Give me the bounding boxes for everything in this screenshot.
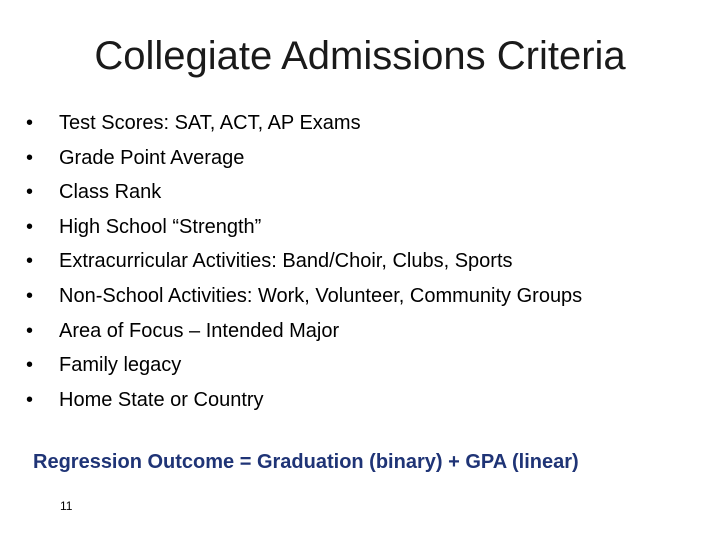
bullet-icon: • <box>26 250 34 273</box>
list-item-text: Grade Point Average <box>59 146 245 169</box>
list-item-text: Non-School Activities: Work, Volunteer, Community Groups <box>59 284 583 307</box>
list-item-text: Test Scores: SAT, ACT, AP Exams <box>59 112 361 134</box>
bullet-icon: • <box>26 388 34 411</box>
list-item-text: Family legacy <box>59 354 182 377</box>
criteria-list <box>26 106 716 417</box>
list-item-text: Class Rank <box>59 181 162 204</box>
bullet-icon: • <box>26 181 34 204</box>
list-item <box>26 141 716 176</box>
bullet-icon: • <box>26 284 34 307</box>
slide-title: Collegiate Admissions Criteria <box>94 34 626 78</box>
list-item <box>26 348 716 383</box>
bullet-icon: • <box>26 146 34 169</box>
list-item-text: Area of Focus – Intended Major <box>59 319 340 342</box>
list-item <box>26 383 716 418</box>
list-item <box>26 244 716 279</box>
list-item <box>26 106 716 141</box>
regression-outcome-text: Regression Outcome = Graduation (binary) + GPA (linear) <box>33 451 579 473</box>
list-item <box>26 279 716 314</box>
list-item-text: Extracurricular Activities: Band/Choir, Clubs, Sports <box>59 250 513 273</box>
list-item-text: High School “Strength” <box>59 215 262 238</box>
list-item <box>26 210 716 245</box>
bullet-icon: • <box>26 319 34 342</box>
bullet-icon: • <box>26 354 34 377</box>
page-number: 11 <box>60 499 73 513</box>
list-item <box>26 175 716 210</box>
list-item-text: Home State or Country <box>59 388 264 411</box>
bullet-icon: • <box>26 215 34 238</box>
list-item <box>26 314 716 349</box>
bullet-icon: • <box>26 112 34 134</box>
